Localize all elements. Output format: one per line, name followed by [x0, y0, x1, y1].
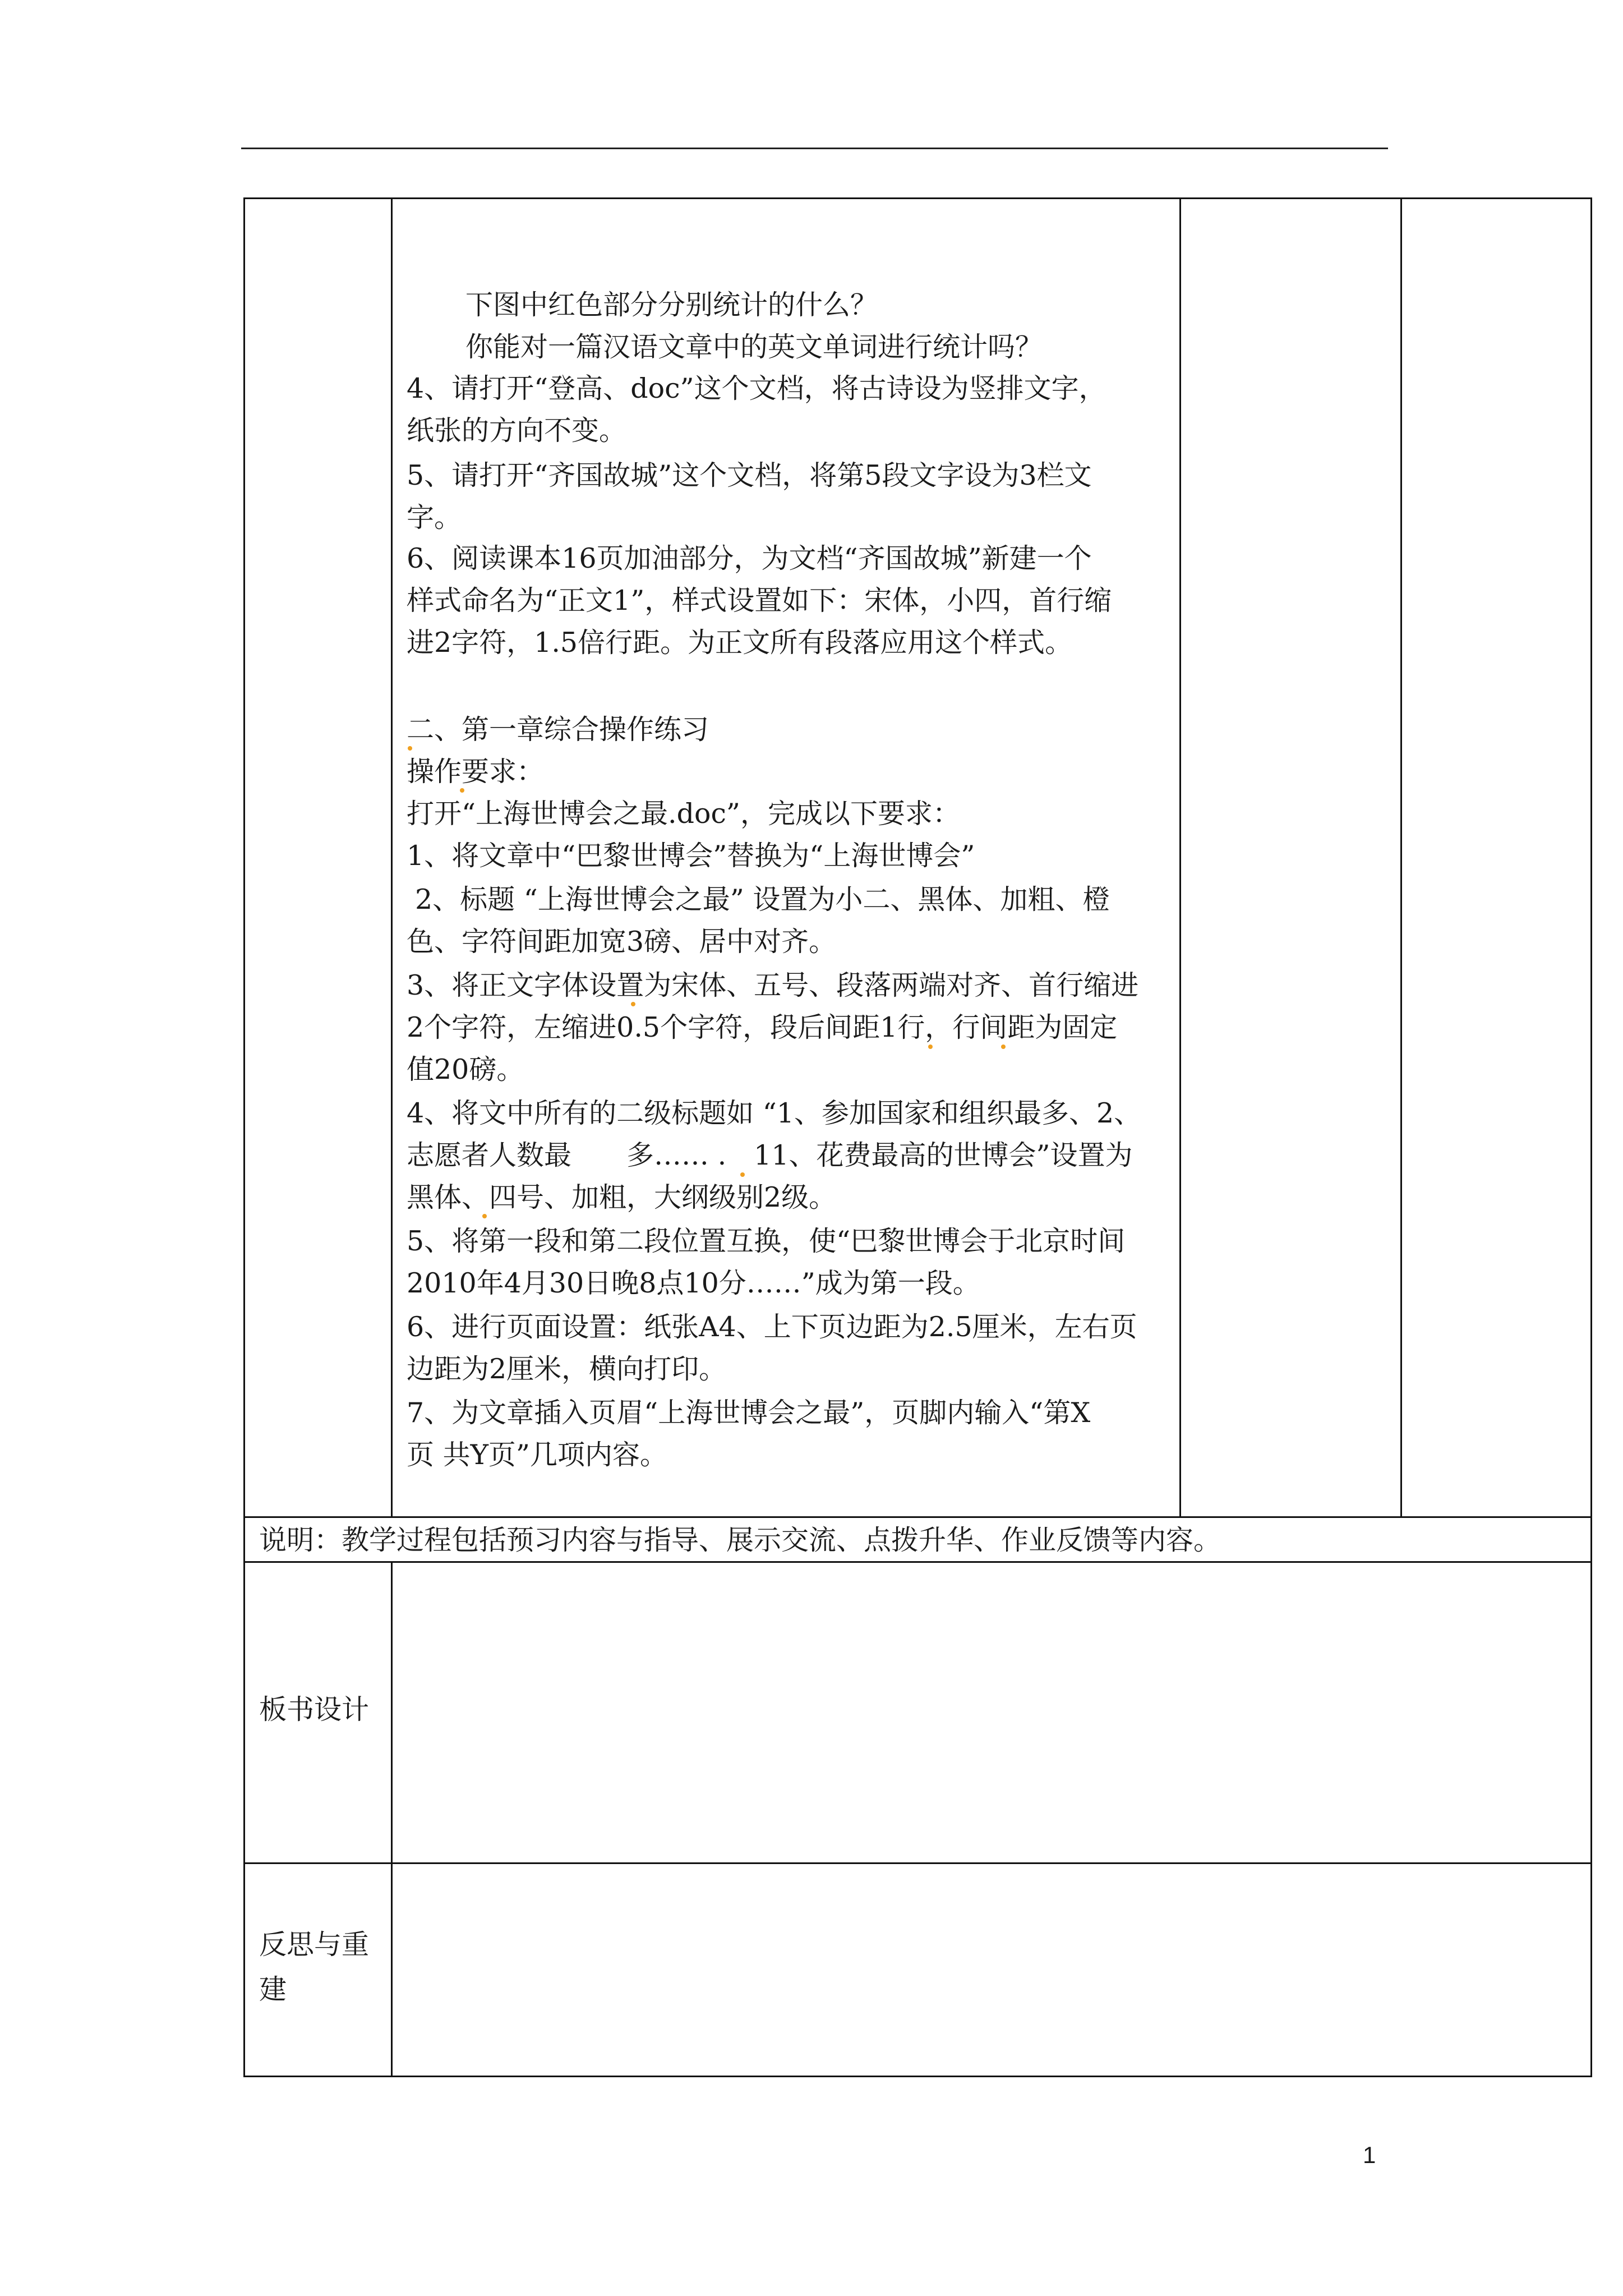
text-line: 志愿者人数最 多…… . 11、花费最高的世博会”设置为 [407, 1139, 1133, 1171]
text-line: 2个字符，左缩进0.5个字符，段后间距1行，行间距为固定 [407, 1011, 1118, 1043]
header-rule [241, 148, 1388, 149]
text-line: 4、将文中所有的二级标题如 “1、参加国家和组织最多、2、 [407, 1097, 1142, 1129]
text-line: 你能对一篇汉语文章中的英文单词进行统计吗？ [465, 331, 1043, 363]
text-line: 4、请打开“登高、doc”这个文档，将古诗设为竖排文字， [407, 372, 1106, 404]
text-line: 黑体、四号、加粗，大纲级别2级。 [407, 1181, 837, 1213]
instruction-note: 说明：教学过程包括预习内容与指导、展示交流、点拨升华、作业反馈等内容。 [259, 1524, 1221, 1556]
page-number: 1 [1363, 2142, 1376, 2168]
text-line: 页 共Y页”几项内容。 [407, 1439, 667, 1471]
reflection-label-text: 反思与重建 [259, 1929, 370, 2005]
text-line: 3、将正文字体设置为宋体、五号、段落两端对齐、首行缩进 [407, 969, 1139, 1001]
text-line: 6、进行页面设置：纸张A4、上下页边距为2.5厘米，左右页 [407, 1311, 1137, 1343]
mark-dot [408, 746, 412, 751]
mark-dot [460, 788, 464, 793]
text-line: 6、阅读课本16页加油部分，为文档“齐国故城”新建一个 [407, 542, 1092, 574]
text-line: 进2字符，1.5倍行距。为正文所有段落应用这个样式。 [407, 627, 1073, 659]
text-line: 值20磅。 [407, 1053, 524, 1085]
text-line: 操作要求： [407, 756, 545, 788]
text-line: 样式命名为“正文1”，样式设置如下：宋体，小四，首行缩 [407, 585, 1112, 616]
text-line: 5、将第一段和第二段位置互换，使“巴黎世博会于北京时间 [407, 1225, 1126, 1257]
text-line: 2、标题 “上海世博会之最” 设置为小二、黑体、加粗、橙 [415, 884, 1110, 915]
board-design-label: 板书设计 [259, 1694, 370, 1726]
text-line: 打开“上海世博会之最.doc”，完成以下要求： [407, 798, 960, 830]
reflection-label [259, 1922, 380, 2012]
section-heading: 二、第一章综合操作练习 [407, 714, 709, 746]
text-line: 字。 [407, 501, 462, 533]
mark-dot [631, 1002, 635, 1006]
text-line: 5、请打开“齐国故城”这个文档，将第5段文字设为3栏文 [407, 459, 1092, 491]
text-line: 色、字符间距加宽3磅、居中对齐。 [407, 926, 837, 958]
mark-dot [1001, 1045, 1006, 1049]
text-line: 下图中红色部分分别统计的什么？ [465, 289, 878, 321]
text-line: 7、为文章插入页眉“上海世博会之最”，页脚内输入“第X [407, 1397, 1091, 1429]
text-line: 纸张的方向不变。 [407, 415, 627, 447]
text-line: 2010年4月30日晚8点10分……”成为第一段。 [407, 1267, 980, 1299]
mark-dot [928, 1045, 933, 1049]
mark-dot [740, 1172, 745, 1177]
text-line: 1、将文章中“巴黎世博会”替换为“上海世博会” [407, 840, 975, 872]
mark-dot [482, 1214, 487, 1218]
text-line: 边距为2厘米，横向打印。 [407, 1353, 727, 1385]
